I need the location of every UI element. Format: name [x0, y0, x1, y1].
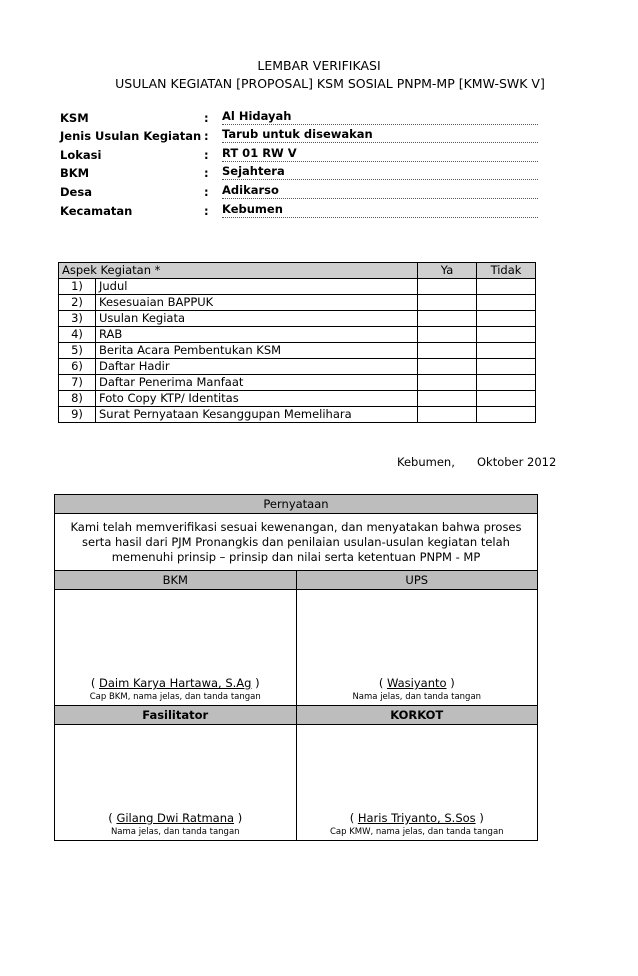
paren-close: ) [237, 811, 243, 825]
korkot-note: Cap KMW, nama jelas, dan tanda tangan [329, 827, 504, 837]
ups-note: Nama jelas, dan tanda tangan [352, 692, 482, 702]
tidak-cell[interactable] [477, 391, 536, 407]
info-colon: : [204, 110, 209, 125]
info-row-lokasi [60, 143, 538, 162]
table-row [59, 391, 536, 407]
ya-cell[interactable] [418, 295, 477, 311]
ups-signatory [297, 676, 538, 690]
tidak-cell[interactable] [477, 375, 536, 391]
table-row [59, 327, 536, 343]
paren-close: ) [450, 676, 455, 690]
pernyataan-header: Pernyataan [55, 495, 538, 514]
info-label: Jenis Usulan Kegiatan [60, 129, 202, 144]
tidak-cell[interactable] [477, 327, 536, 343]
info-value: Kebumen [222, 202, 538, 218]
aspek-header: Aspek Kegiatan * [59, 263, 418, 279]
table-row [59, 311, 536, 327]
info-row-desa [60, 180, 538, 199]
info-colon: : [204, 184, 209, 199]
info-label: Desa [60, 184, 92, 199]
col-tidak-header: Tidak [477, 263, 536, 279]
info-colon: : [204, 203, 209, 218]
info-colon: : [204, 166, 209, 181]
tidak-cell[interactable] [477, 295, 536, 311]
korkot-name: Haris Triyanto, S.Sos [357, 811, 476, 825]
item-label: Foto Copy KTP/ Identitas [96, 391, 418, 407]
item-label: RAB [96, 327, 418, 343]
item-number: 4) [59, 327, 96, 343]
info-row-ksm [60, 106, 538, 125]
ya-cell[interactable] [418, 311, 477, 327]
paren-close: ) [479, 811, 484, 825]
tidak-cell[interactable] [477, 407, 536, 423]
ya-cell[interactable] [418, 375, 477, 391]
info-label: Kecamatan [60, 203, 133, 218]
ya-cell[interactable] [418, 407, 477, 423]
pernyataan-text: Kami telah memverifikasi sesuai kewenangan, dan menyatakan bahwa proses serta hasil dari PJM Pronangkis dan penilaian usulan-usulan kegiatan telah memenuhi prinsip – prinsip dan nilai serta ketentuan PNPM - MP [55, 514, 538, 571]
item-label: Usulan Kegiata [96, 311, 418, 327]
item-label: Berita Acara Pembentukan KSM [96, 343, 418, 359]
fasilitator-signatory [55, 811, 296, 825]
info-label: BKM [60, 166, 90, 181]
fasilitator-note: Nama jelas, dan tanda tangan [110, 827, 240, 837]
info-value: Sejahtera [222, 164, 538, 180]
tidak-cell[interactable] [477, 359, 536, 375]
document-subtitle: USULAN KEGIATAN [PROPOSAL] KSM SOSIAL PNPM-MP [KMW-SWK V] [115, 76, 545, 91]
paren-open: ( [108, 811, 113, 825]
info-label: Lokasi [60, 147, 102, 162]
ups-header: UPS [296, 571, 538, 590]
fasilitator-signature-cell [55, 725, 297, 841]
bkm-name: Daim Karya Hartawa, S.Ag [99, 676, 252, 690]
ya-cell[interactable] [418, 343, 477, 359]
date-place: Kebumen, [397, 455, 455, 469]
paren-open: ( [378, 676, 384, 690]
info-row-bkm [60, 162, 538, 181]
item-number: 9) [59, 407, 96, 423]
korkot-header: KORKOT [296, 706, 538, 725]
bkm-signature-cell [55, 590, 297, 706]
ya-cell[interactable] [418, 327, 477, 343]
info-value: Tarub untuk disewakan [222, 127, 538, 143]
ya-cell[interactable] [418, 279, 477, 295]
paren-close: ) [255, 676, 260, 690]
item-label: Surat Pernyataan Kesanggupan Memelihara [96, 407, 418, 423]
date-month-year: Oktober 2012 [477, 455, 557, 469]
info-value: Al Hidayah [222, 109, 538, 125]
paren-open: ( [90, 676, 96, 690]
ups-signature-cell [296, 590, 538, 706]
ya-cell[interactable] [418, 359, 477, 375]
item-number: 7) [59, 375, 96, 391]
fasilitator-header: Fasilitator [55, 706, 297, 725]
item-number: 3) [59, 311, 96, 327]
info-row-jenis [60, 125, 538, 144]
fasilitator-name: Gilang Dwi Ratmana [116, 811, 235, 825]
tidak-cell[interactable] [477, 279, 536, 295]
korkot-signature-cell [296, 725, 538, 841]
table-row [59, 375, 536, 391]
item-label: Daftar Hadir [96, 359, 418, 375]
info-colon: : [204, 129, 209, 144]
aspek-header-row [59, 263, 536, 279]
aspek-table [58, 262, 536, 423]
info-label: KSM [60, 110, 89, 125]
col-ya-header: Ya [418, 263, 477, 279]
table-row [59, 279, 536, 295]
table-row [59, 359, 536, 375]
info-value: RT 01 RW V [222, 146, 538, 162]
tidak-cell[interactable] [477, 311, 536, 327]
bkm-header: BKM [55, 571, 297, 590]
item-number: 2) [59, 295, 96, 311]
document-title: LEMBAR VERIFIKASI [257, 58, 381, 73]
verification-table [54, 494, 538, 841]
table-row [59, 295, 536, 311]
info-colon: : [204, 147, 209, 162]
item-number: 6) [59, 359, 96, 375]
ya-cell[interactable] [418, 391, 477, 407]
info-row-kecamatan [60, 199, 538, 218]
ups-name: Wasiyanto [386, 676, 447, 690]
item-label: Judul [96, 279, 418, 295]
table-row [59, 407, 536, 423]
korkot-signatory [297, 811, 538, 825]
table-row [59, 343, 536, 359]
paren-open: ( [349, 811, 355, 825]
info-section [60, 106, 538, 218]
item-label: Daftar Penerima Manfaat [96, 375, 418, 391]
bkm-note: Cap BKM, nama jelas, dan tanda tangan [89, 692, 261, 702]
item-label: Kesesuaian BAPPUK [96, 295, 418, 311]
tidak-cell[interactable] [477, 343, 536, 359]
item-number: 1) [59, 279, 96, 295]
info-value: Adikarso [222, 183, 538, 199]
bkm-signatory [55, 676, 296, 690]
item-number: 8) [59, 391, 96, 407]
item-number: 5) [59, 343, 96, 359]
